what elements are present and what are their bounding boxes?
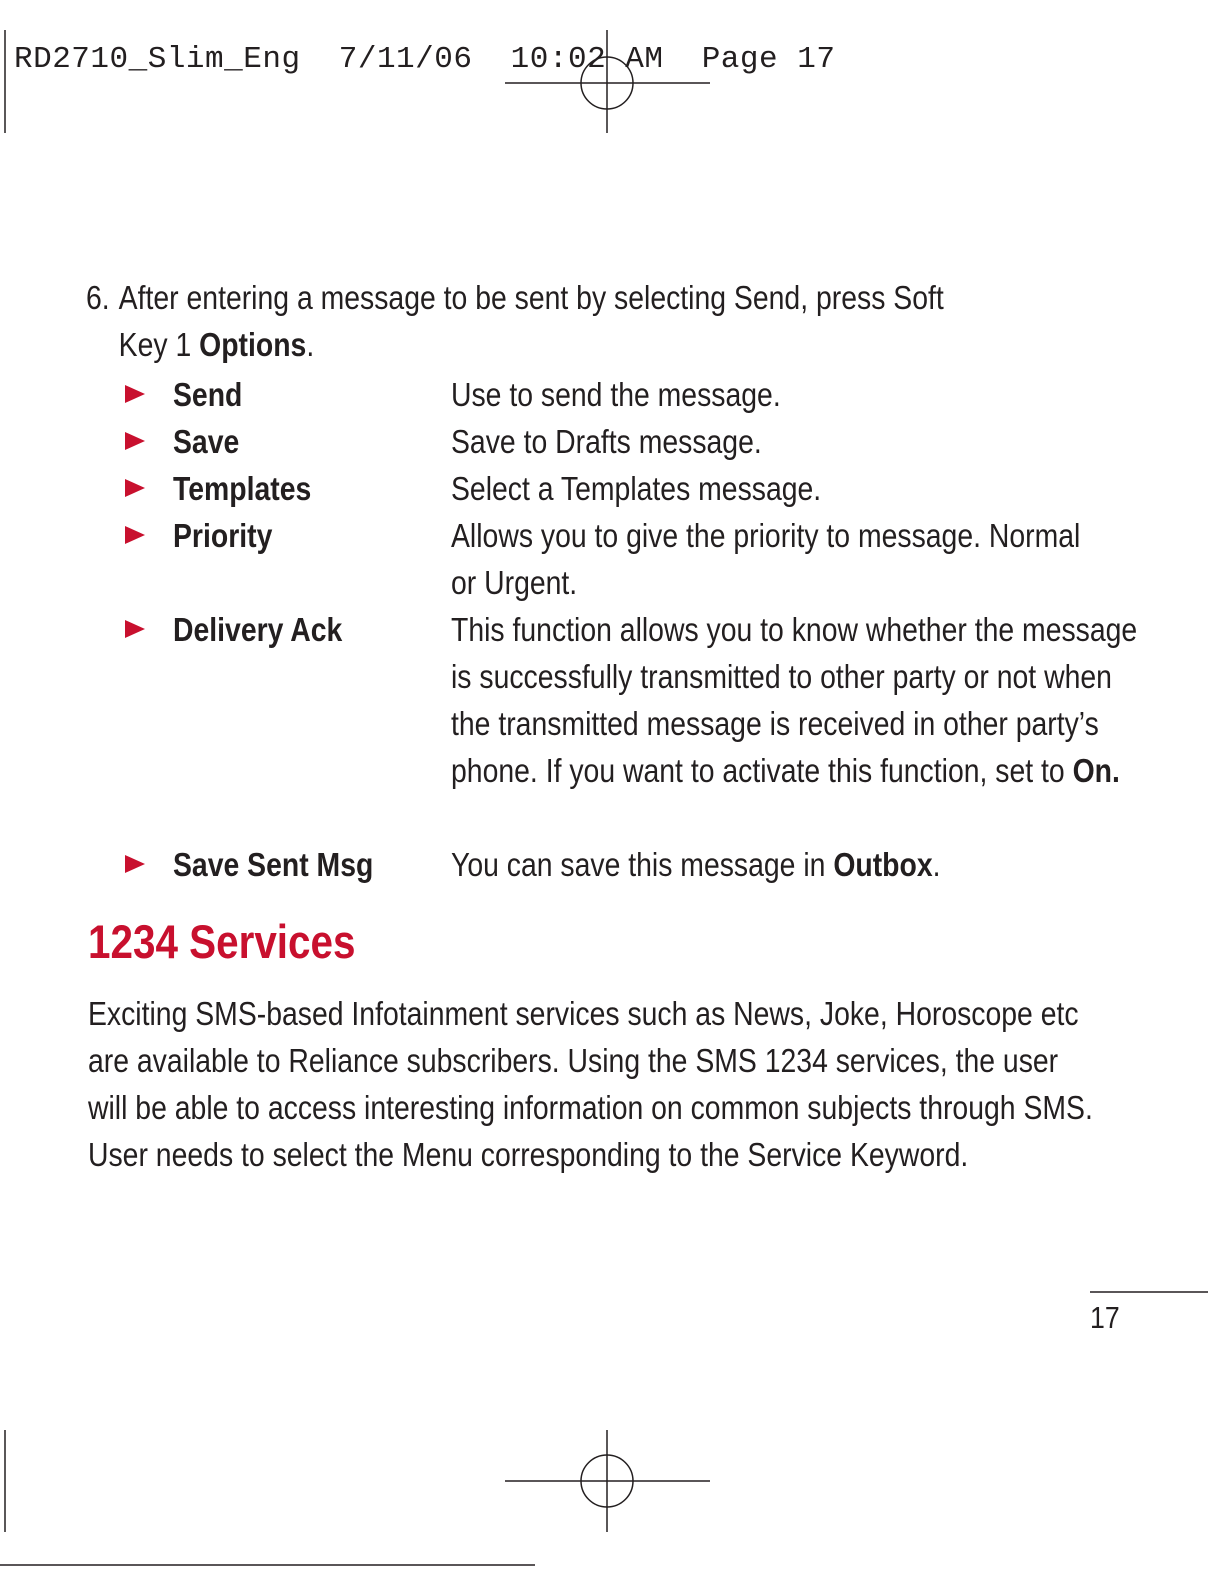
section-paragraph: Exciting SMS-based Infotainment services such as News, Joke, Horoscope etc are available to Reliance subscribers. Using the SMS 1234 services, the user will be able to access interesting information on common subjects through SMS. User needs to select the Menu corresponding to the Service Keyword. bbox=[88, 995, 1093, 1173]
option-label: Delivery Ack bbox=[173, 611, 343, 648]
option-desc-text: You can save this message in bbox=[451, 846, 834, 883]
option-label: Templates bbox=[173, 470, 312, 507]
arrow-bullet-icon bbox=[125, 855, 145, 873]
section-heading: 1234 Services bbox=[88, 915, 356, 968]
print-slug-header: RD2710_Slim_Eng 7/11/06 10:02 AM Page 17 bbox=[14, 42, 836, 77]
step-text: After entering a message to be sent by selecting Send, press Soft bbox=[118, 279, 944, 316]
arrow-bullet-icon bbox=[125, 385, 145, 403]
page-number: 17 bbox=[1090, 1300, 1120, 1335]
option-desc-bold: Outbox bbox=[833, 846, 933, 883]
option-label: Save bbox=[173, 423, 240, 460]
option-desc: Use to send the message. bbox=[451, 376, 781, 413]
bottom-registration-mark bbox=[505, 1430, 710, 1532]
step-text-key: Key 1 bbox=[118, 326, 200, 363]
step-text-end: . bbox=[306, 326, 315, 363]
options-keyword: Options bbox=[199, 326, 307, 363]
arrow-bullet-icon bbox=[125, 432, 145, 450]
option-desc: Select a Templates message. bbox=[451, 470, 822, 507]
option-label: Priority bbox=[173, 517, 273, 554]
option-desc: Allows you to give the priority to message. Normal or Urgent. bbox=[451, 517, 1081, 601]
step-number: 6. bbox=[86, 279, 110, 316]
option-desc: Save to Drafts message. bbox=[451, 423, 762, 460]
option-desc bbox=[451, 606, 1143, 794]
option-desc-text: This function allows you to know whether the message is successfully transmitted to other party or not when the transmitted message is received in other party’s phone. If you want to activate this function, set to bbox=[451, 611, 1138, 789]
option-label: Send bbox=[173, 376, 243, 413]
option-desc-end: . bbox=[932, 846, 941, 883]
option-desc bbox=[451, 841, 1122, 888]
arrow-bullet-icon bbox=[125, 526, 145, 544]
arrow-bullet-icon bbox=[125, 620, 145, 638]
option-label: Save Sent Msg bbox=[173, 846, 374, 883]
option-desc-bold: On. bbox=[1072, 752, 1120, 789]
arrow-bullet-icon bbox=[125, 479, 145, 497]
top-registration-mark bbox=[505, 30, 710, 133]
step-6 bbox=[86, 274, 963, 368]
